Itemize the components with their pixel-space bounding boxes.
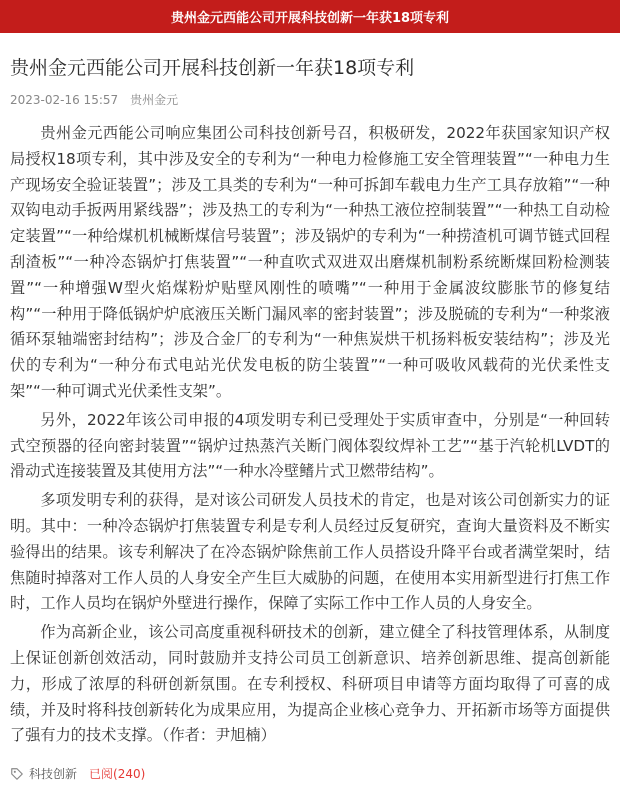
top-banner xyxy=(0,0,620,33)
article-footer xyxy=(10,765,145,782)
article-meta xyxy=(10,91,178,108)
paragraph: 贵州金元西能公司响应集团公司科技创新号召，积极研发，2022年获国家知识产权局授权18项专利，其中涉及安全的专利为“一种电力检修施工安全管理装置”“一种电力生产现场安全验证装置”；涉及工具类的专利为“一种可拆卸车载电力生产工具存放箱”“一种双钩电动手扳两用紧线器”；涉及热工的专利为“一种热工液位控制装置”“一种热工自动检定装置”“一种给煤机机械断煤信号装置”；涉及锅炉的专利为“一种捞渣机可调节链式回程刮渣板”“一种冷态锅炉打焦装置”“一种直吹式双进双出磨煤机制粉系统断煤回粉检测装置”“一种增强W型火焰煤粉炉贴壁风刚性的喷嘴”“一种用于金属波纹膨胀节的修复结构”“一种用于降低锅炉炉底液压关断门漏风率的密封装置”；涉及脱硫的专利为“一种浆液循环泵轴端密封结构”；涉及合金厂的专利为“一种焦炭烘干机扬料板安装结构”；涉及光伏的专利为“一种分布式电站光伏发电板的防尘装置”“一种可吸收风载荷的光伏柔性支架”“一种可调式光伏柔性支架”。 xyxy=(10,124,610,400)
publish-date: 2023-02-16 15:57 xyxy=(10,93,119,107)
article-body xyxy=(10,121,610,752)
article-source[interactable]: 贵州金元 xyxy=(130,93,179,107)
paragraph: 多项发明专利的获得，是对该公司研发人员技术的肯定，也是对该公司创新实力的证明。其中：一种冷态锅炉打焦装置专利是专利人员经过反复研究，查询大量资料及不断实验得出的结果。该专利解决了在冷态锅炉除焦前工作人员搭设升降平台或者满堂架时，结焦随时掉落对工作人员的人身安全产生巨大威胁的问题，在使用本实用新型进行打焦工作时，工作人员均在锅炉外壁进行操作，保障了实际工作中工作人员的人身安全。 xyxy=(10,491,610,613)
tag-icon xyxy=(10,767,24,781)
paragraph: 作为高新企业，该公司高度重视科研技术的创新，建立健全了科技管理体系，从制度上保证创新创效活动，同时鼓励并支持公司员工创新意识、培养创新思维、提高创新能力，形成了浓厚的科研创新氛围。在专利授权、科研项目申请等方面均取得了可喜的成绩，并及时将科技创新转化为成果应用，为提高企业核心竞争力、开拓新市场等方面提供了强有力的技术支撑。（作者：尹旭楠） xyxy=(10,623,610,745)
article-title: 贵州金元西能公司开展科技创新一年获18项专利 xyxy=(10,57,415,79)
view-count: 已阅(240) xyxy=(89,767,146,781)
tag-label[interactable]: 科技创新 xyxy=(29,767,78,781)
banner-title: 贵州金元西能公司开展科技创新一年获18项专利 xyxy=(170,11,450,26)
paragraph: 另外，2022年该公司申报的4项发明专利已受理处于实质审查中，分别是“一种回转式空预器的径向密封装置”“锅炉过热蒸汽关断门阀体裂纹焊补工艺”“基于汽轮机LVDT的滑动式连接装置及其使用方法”“一种水冷壁鳍片式卫燃带结构”。 xyxy=(10,410,610,481)
